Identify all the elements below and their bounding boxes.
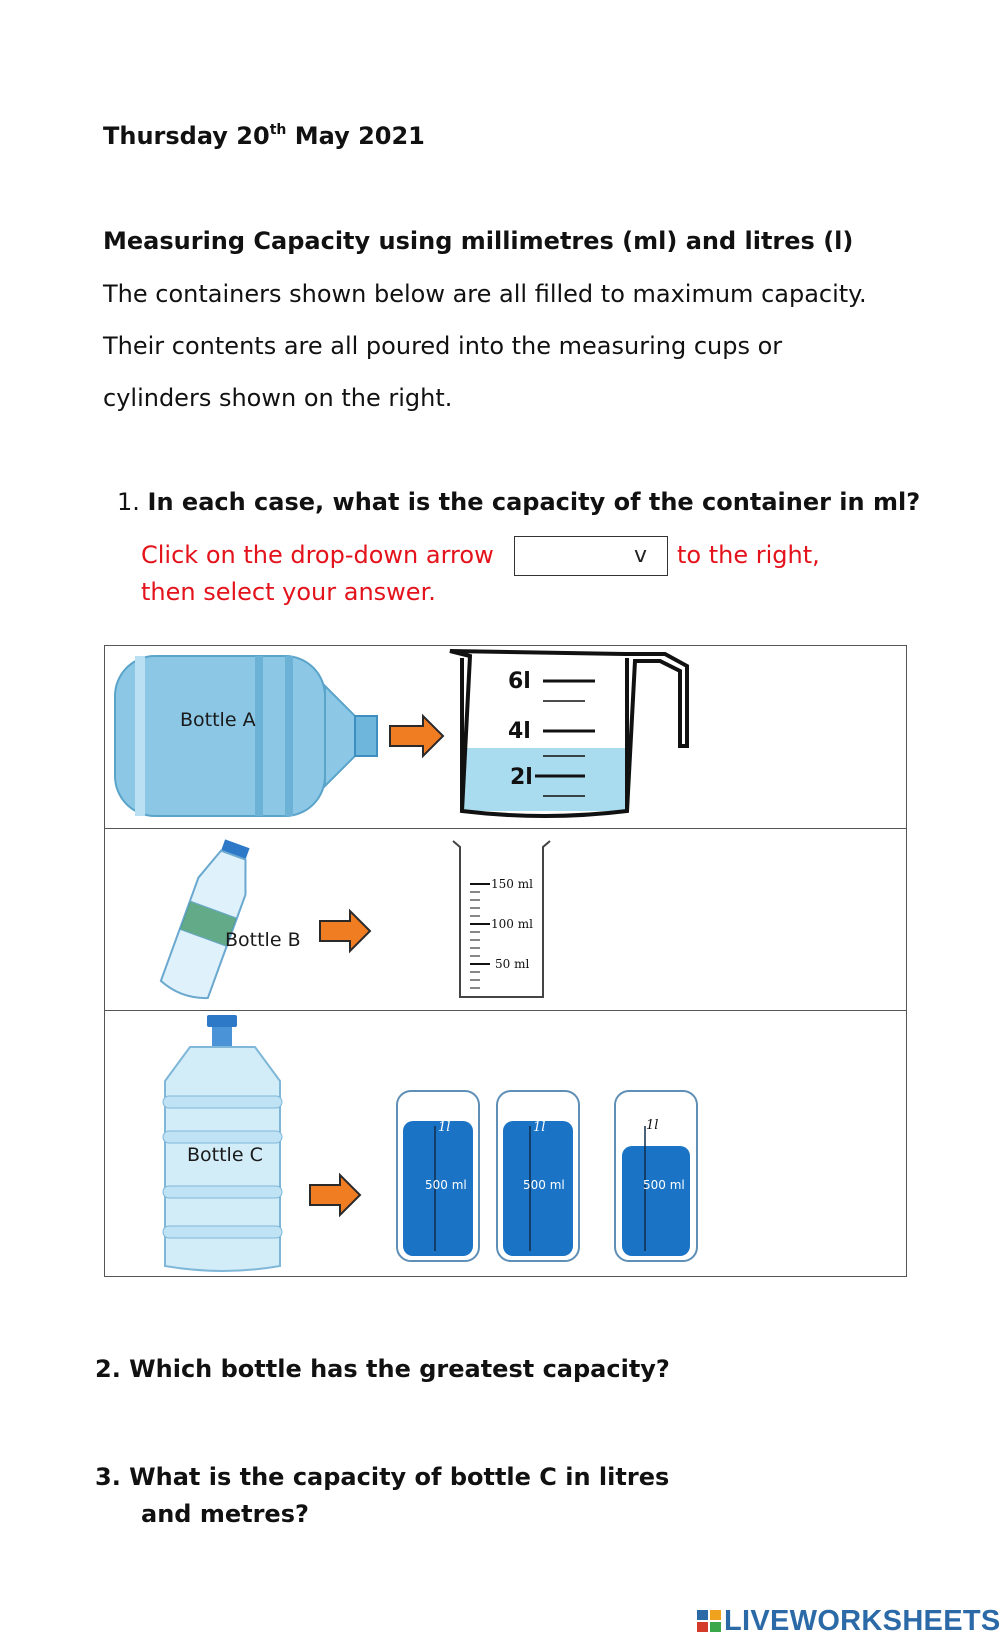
liveworksheets-logo-icon: [697, 1610, 723, 1634]
date-ordinal: th: [269, 122, 287, 138]
jug-label-2l: 2l: [510, 765, 533, 790]
question-1: [117, 488, 920, 516]
row-bottle-b: [105, 828, 906, 1010]
cylinder-2: [497, 1091, 579, 1261]
instruction-line-1a: Click on the drop-down arrow: [141, 541, 494, 569]
question-2: 2. Which bottle has the greatest capacity?: [95, 1355, 670, 1383]
date-month-year: May 2021: [286, 122, 425, 150]
row-bottle-c: [105, 1010, 906, 1276]
row-a-art: [105, 646, 905, 828]
liveworksheets-brand: LIVEWORKSHEETS: [724, 1605, 1000, 1637]
question-3-line-2: and metres?: [141, 1500, 309, 1528]
answer-dropdown[interactable]: [514, 536, 668, 576]
arrow-right-icon: [320, 911, 370, 951]
cylinder-1-top-label: 1l: [438, 1120, 451, 1135]
cylinder-1-mid-label: 500 ml: [425, 1178, 467, 1192]
intro-line-1: The containers shown below are all filled to maximum capacity.: [103, 280, 867, 308]
question-1-text: In each case, what is the capacity of the container in ml?: [147, 488, 921, 516]
bottle-a-label: Bottle A: [180, 709, 256, 731]
date-day: Thursday 20: [103, 122, 270, 150]
question-3-line-1: 3. What is the capacity of bottle C in litres: [95, 1463, 670, 1491]
cylinder-3: [615, 1091, 697, 1261]
cylinder-1: [397, 1091, 479, 1261]
chevron-down-icon: v: [633, 543, 647, 568]
jug-label-4l: 4l: [508, 719, 531, 744]
arrow-right-icon: [310, 1175, 360, 1215]
intro-line-3: cylinders shown on the right.: [103, 384, 453, 412]
containers-table: [104, 645, 907, 1277]
instruction-line-1b: to the right,: [677, 541, 820, 569]
arrow-right-icon: [390, 716, 443, 756]
bottle-b-label: Bottle B: [225, 929, 301, 951]
cylinder-2-mid-label: 500 ml: [523, 1178, 565, 1192]
cylinder-2-top-label: 1l: [533, 1120, 546, 1135]
cylinder-label-50ml: 50 ml: [495, 957, 530, 971]
worksheet-title: Measuring Capacity using millimetres (ml) and litres (l): [103, 227, 854, 255]
question-1-number: 1.: [117, 488, 140, 516]
intro-line-2: Their contents are all poured into the measuring cups or: [103, 332, 783, 360]
cylinder-label-150ml: 150 ml: [491, 877, 533, 891]
worksheet-date: [103, 122, 425, 150]
cylinder-label-100ml: 100 ml: [491, 917, 533, 931]
cylinder-3-top-label: 1l: [646, 1118, 659, 1133]
bottle-a-image: [115, 656, 377, 816]
cylinder-3-mid-label: 500 ml: [643, 1178, 685, 1192]
bottle-b-image: [159, 835, 261, 1002]
row-c-art: [105, 1011, 905, 1277]
instruction-line-2: then select your answer.: [141, 578, 436, 606]
measuring-jug: [450, 651, 687, 816]
jug-label-6l: 6l: [508, 669, 531, 694]
bottle-c-label: Bottle C: [187, 1144, 263, 1166]
row-b-art: [105, 829, 905, 1011]
row-bottle-a: [105, 646, 906, 828]
bottle-c-image: [163, 1015, 282, 1271]
